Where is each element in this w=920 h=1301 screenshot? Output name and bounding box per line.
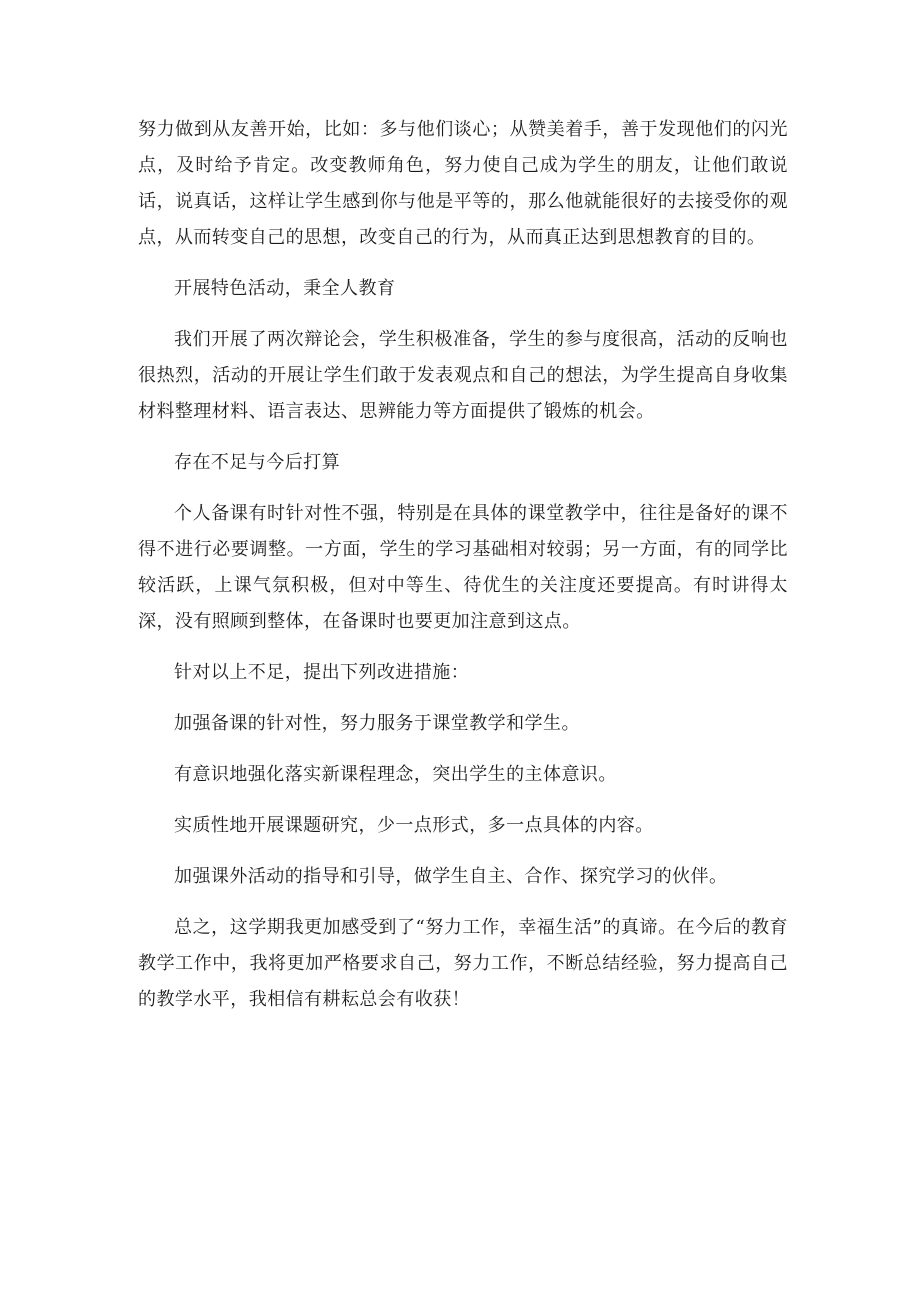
measure-item-2: 有意识地强化落实新课程理念，突出学生的主体意识。 — [174, 764, 617, 785]
paragraph-measures-intro: 针对以上不足，提出下列改进措施： — [174, 662, 470, 683]
measure-item-4: 加强课外活动的指导和引导，做学生自主、合作、探究学习的伙伴。 — [174, 866, 728, 887]
section-heading-shortcomings: 存在不足与今后打算 — [174, 452, 341, 473]
measure-item-3: 实质性地开展课题研究，少一点形式，多一点具体的内容。 — [174, 815, 654, 836]
paragraph-continuation: 努力做到从友善开始，比如：多与他们谈心；从赞美着手，善于发现他们的闪光点，及时给予肯定。改变教师角色，努力使自己成为学生的朋友，让他们敢说话，说真话，这样让学生感到你与他是平等的，那么他就能很好的去接受你的观点，从而转变自己的思想，改变自己的行为，从而真正达到思想教育的目的。 — [138, 119, 788, 248]
document-body — [138, 112, 788, 1033]
section-heading-activities: 开展特色活动，秉全人教育 — [174, 278, 396, 299]
paragraph-conclusion: 总之，这学期我更加感受到了“努力工作，幸福生活”的真谛。在今后的教育教学工作中，我将更加严格要求自己，努力工作，不断总结经验，努力提高自己的教学水平，我相信有耕耘总会有收获！ — [138, 917, 788, 1010]
paragraph-lesson-prep: 个人备课有时针对性不强，特别是在具体的课堂教学中，往往是备好的课不得不进行必要调整。一方面，学生的学习基础相对较弱；另一方面，有的同学比较活跃，上课气氛积极，但对中等生、待优生的关注度还要提高。有时讲得太深，没有照顾到整体，在备课时也要更加注意到这点。 — [138, 503, 788, 632]
measure-item-1: 加强备课的针对性，努力服务于课堂教学和学生。 — [174, 713, 580, 734]
paragraph-debates: 我们开展了两次辩论会，学生积极准备，学生的参与度很高，活动的反响也很热烈，活动的开展让学生们敢于发表观点和自己的想法，为学生提高自身收集材料整理材料、语言表达、思辨能力等方面提供了锻炼的机会。 — [138, 329, 788, 422]
